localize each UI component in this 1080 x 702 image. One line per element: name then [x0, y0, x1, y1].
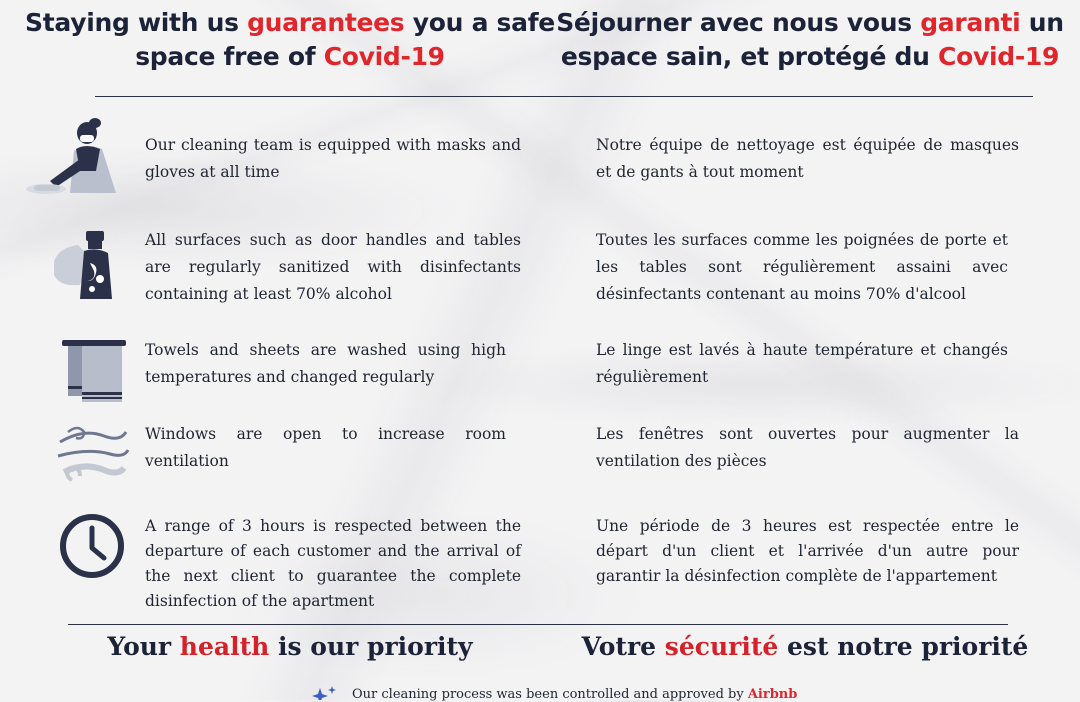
title-english [20, 6, 560, 74]
footer-fr-text: Votre [581, 632, 665, 661]
footer-en-highlight: health [179, 632, 270, 661]
title-en-text-2: you a safe space free of [135, 8, 555, 71]
item-fr-windows: Les fenêtres sont ouvertes pour augmenter la ventilation des pièces [596, 425, 1019, 470]
airbnb-brand-label: Airbnb [747, 687, 798, 702]
footer-en-text: Your [107, 632, 180, 661]
title-en-highlight: guarantees [247, 8, 405, 37]
item-en-windows: Windows are open to increase room ventilation [145, 425, 506, 470]
item-en-time-range: A range of 3 hours is respected between the departure of each customer and the arrival of the next client to guarantee the complete disinfection of the apartment [145, 517, 521, 610]
footer-en-text-2: is our priority [269, 632, 473, 661]
cleaning-person-icon [24, 115, 128, 197]
sparkle-icon [312, 686, 342, 700]
spray-bottle-icon [50, 225, 122, 305]
title-en-covid: Covid-19 [323, 42, 445, 71]
item-fr-towels: Le linge est lavés à haute température et changés régulièrement [596, 341, 1008, 386]
title-en-text: Staying with us [25, 8, 248, 37]
item-fr-time-range: Une période de 3 heures est respectée entre le départ d'un client et l'arrivée d'un autre pour garantir la désinfection complète de l'appartement [596, 517, 1019, 585]
footer-fr-highlight: sécurité [664, 632, 779, 661]
item-fr-cleaning-team: Notre équipe de nettoyage est équipée de masques et de gants à tout moment [596, 136, 1019, 181]
footer-french [560, 632, 1050, 661]
footer-english [60, 632, 520, 661]
item-en-towels: Towels and sheets are washed using high temperatures and changed regularly [145, 341, 506, 386]
title-fr-covid: Covid-19 [938, 42, 1060, 71]
title-fr-highlight: garanti [920, 8, 1021, 37]
towel-icon [62, 336, 128, 406]
wind-icon [54, 420, 130, 490]
clock-icon [58, 512, 126, 580]
item-fr-surfaces: Toutes les surfaces comme les poignées de porte et les tables sont régulièrement assaini avec désinfectants contenant au moins 70% d'alcool [596, 231, 1008, 303]
footer-fr-text-2: est notre priorité [778, 632, 1029, 661]
item-en-surfaces: All surfaces such as door handles and tables are regularly sanitized with disinfectants containing at least 70% alcohol [145, 231, 521, 303]
bottom-divider [68, 624, 1008, 625]
title-french [540, 6, 1080, 74]
title-fr-text: Séjourner avec nous vous [556, 8, 921, 37]
top-divider [95, 96, 1033, 97]
note-text: Our cleaning process was been controlled and approved by [352, 687, 748, 702]
item-en-cleaning-team: Our cleaning team is equipped with masks and gloves at all time [145, 136, 521, 181]
title-fr-text-2: un espace sain, et protégé du [560, 8, 1064, 71]
